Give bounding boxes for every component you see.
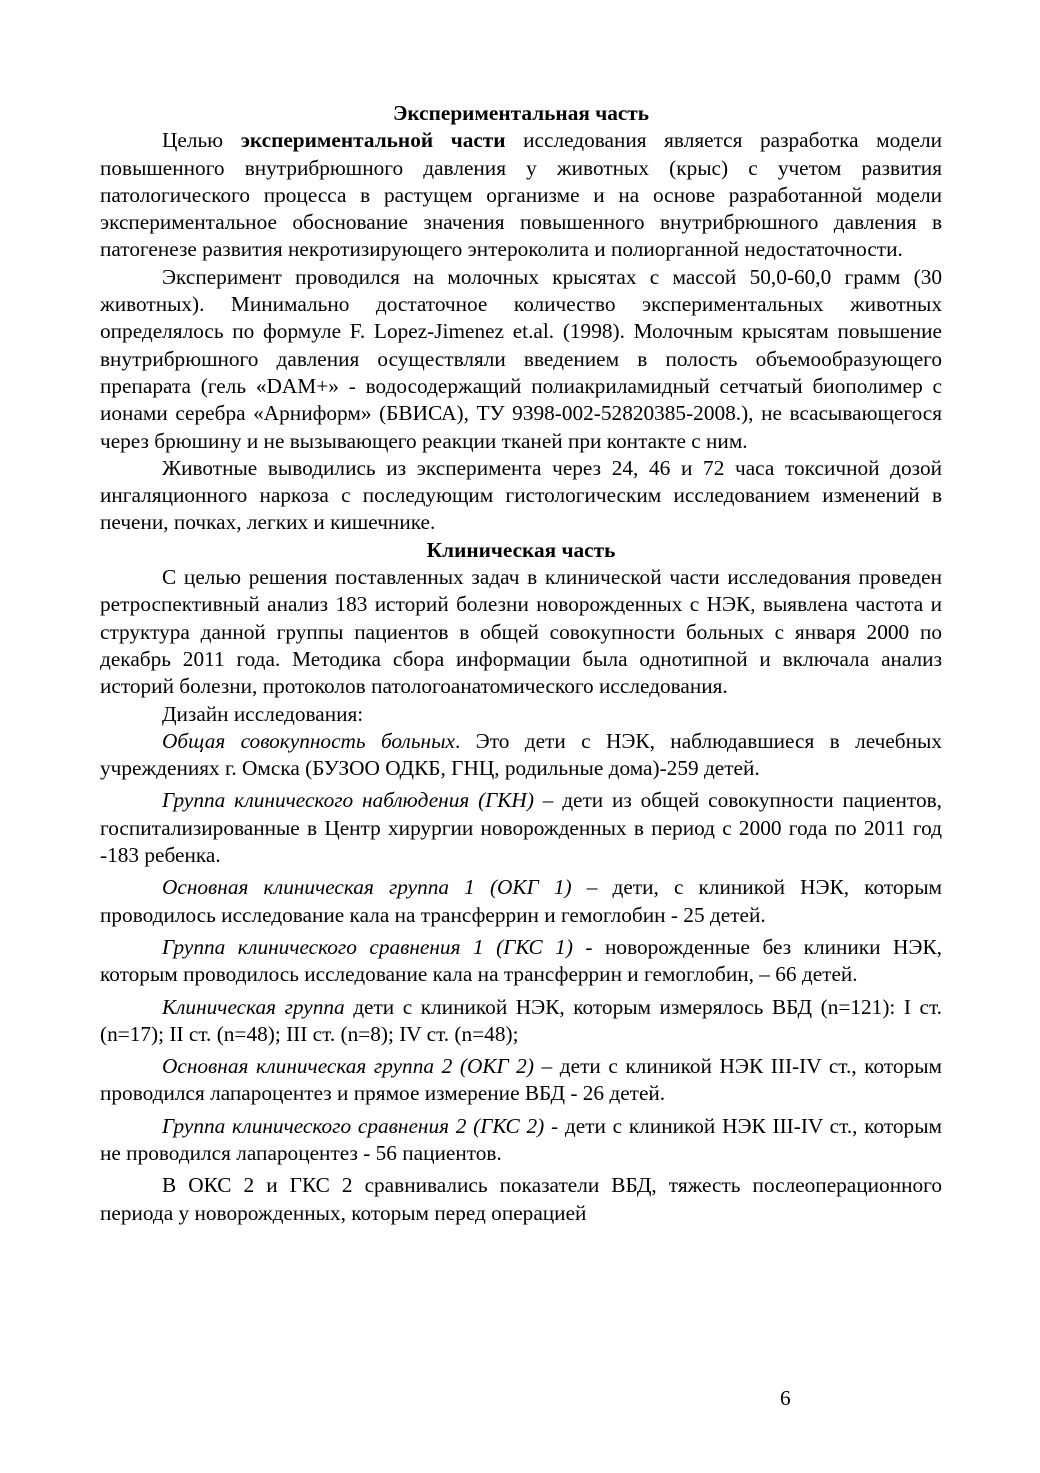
group-title: Клиническая группа [162, 994, 345, 1019]
document-page [100, 100, 942, 1227]
group-title: Общая совокупность больных [162, 728, 455, 753]
group-title: Основная клиническая группа 1 (ОКГ 1) [162, 875, 572, 900]
text-run: . Это дети с НЭК, наблюдавшиеся в лечебных учреждениях г. Омска (БУЗОО ОДКБ, ГНЦ, родильные дома)-259 детей. [100, 728, 942, 781]
paragraph-gks1 [100, 934, 942, 989]
paragraph-study-design: Дизайн исследования: [162, 701, 364, 726]
group-title: Группа клинического сравнения 2 (ГКС 2) [162, 1113, 545, 1138]
text-run: исследования является разработка модели повышенного внутрибрюшного давления у животных (крыс) с учетом развития патологического процесса в растущем организме и на основе разработанной модели экспериментальное обоснование значения повышенного внутрибрюшного давления в патогенезе развития некротизирующего энтероколита и полиорганной недостаточности. [100, 128, 942, 262]
section-heading-clinical: Клиническая часть [426, 537, 616, 562]
paragraph-okg2 [100, 1053, 942, 1108]
text-run: – дети, с клиникой НЭК, которым проводилось исследование кала на трансферрин и гемоглобин - 25 детей. [100, 875, 942, 927]
paragraph-clinical-group [100, 994, 942, 1049]
bold-term: экспериментальной части [240, 128, 506, 153]
text-run: - новорожденные без клиники НЭК, которым проводилось исследование кала на трансферрин и гемоглобин, – 66 детей. [100, 934, 943, 987]
text-run: дети с клиникой НЭК, которым измерялось ВБД (n=121): I ст. (n=17); II ст. (n=48); III ст. (n=8); IV ст. (n=48); [100, 994, 942, 1046]
page-number: 6 [780, 1386, 791, 1410]
paragraph-okg1 [100, 874, 942, 929]
paragraph-gks2 [100, 1113, 942, 1168]
text-run: – дети с клиникой НЭК III-IV ст., которым проводился лапароцентез и прямое измерение ВБД - 26 детей. [100, 1054, 942, 1106]
paragraph-clinical-goal: С целью решения поставленных задач в клинической части исследования проведен ретроспективный анализ 183 историй болезни новорожденных с НЭК, выявлена частота и структура данной группы пациентов в общей совокупности больных с января 2000 по декабрь 2011 года. Методика сбора информации была однотипной и включала анализ историй болезни, протоколов патологоанатомического исследования. [100, 565, 942, 699]
paragraph-experiment-method: Эксперимент проводился на молочных крысятах с массой 50,0-60,0 грамм (30 животных). Минимально достаточное количество экспериментальных животных определялось по формуле F. Lopez-Jimenez et.al. (1998). Молочным крысятам повышение внутрибрюшного давления осуществляли введением в полость объемообразующего препарата (гель «DAM+» - водосодержащий полиакриламидный сетчатый биополимер с ионами серебра «Арниформ» (БВИСА), ТУ 9398-002-52820385-2008.), не всасывающегося через брюшину и не вызывающего реакции тканей при контакте с ним. [100, 264, 942, 453]
group-title: Группа клинического наблюдения (ГКН) [162, 788, 534, 813]
group-title: Группа клинического сравнения 1 (ГКС 1) [162, 934, 573, 959]
text-run: Целью [162, 128, 241, 153]
text-run: – дети из общей совокупности пациентов, госпитализированные в Центр хирургии новорожденных в период с 2000 года по 2011 год -183 ребенка. [100, 788, 942, 868]
paragraph-experimental-goal [100, 127, 942, 263]
paragraph-gkn [100, 787, 942, 869]
text-run: - дети с клиникой НЭК III-IV ст., которым не проводился лапароцентез - 56 пациентов. [100, 1113, 942, 1165]
group-title: Основная клиническая группа 2 (ОКГ 2) [162, 1054, 534, 1079]
paragraph-experiment-endpoint: Животные выводились из эксперимента через 24, 46 и 72 часа токсичной дозой ингаляционного наркоза с последующим гистологическим исследованием изменений в печени, почках, легких и кишечнике. [100, 455, 942, 535]
section-heading-experimental: Экспериментальная часть [392, 101, 650, 125]
paragraph-comparison: В ОКС 2 и ГКС 2 сравнивались показатели ВБД, тяжесть послеоперационного периода у новорожденных, которым перед операцией [100, 1173, 942, 1225]
paragraph-general-population [100, 728, 942, 783]
